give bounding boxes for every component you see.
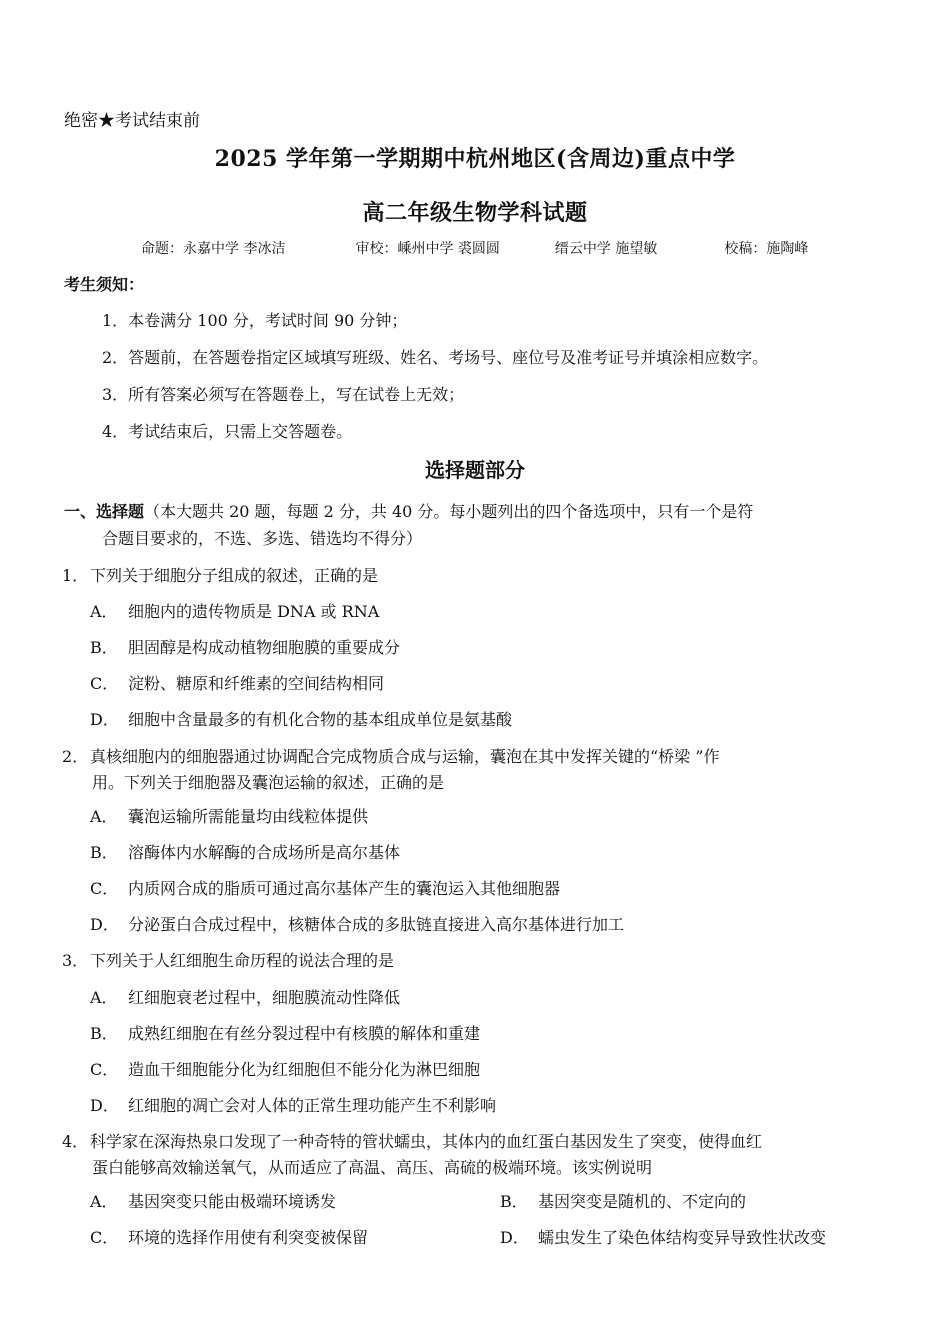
- answer-option: [90, 985, 400, 1008]
- answer-option: [90, 707, 512, 730]
- question-stem: [62, 744, 892, 796]
- option-label: D．: [90, 915, 119, 934]
- option-label: A．: [90, 1192, 118, 1211]
- question-number: 3．: [62, 951, 89, 970]
- answer-option: [90, 1021, 480, 1044]
- notice-item: 1．本卷满分 100 分，考试时间 90 分钟；: [102, 311, 408, 330]
- question-text-cont: 用。下列关于细胞器及囊泡运输的叙述，正确的是: [92, 773, 445, 792]
- option-text: 红细胞衰老过程中，细胞膜流动性降低: [128, 988, 401, 1007]
- option-label: D．: [90, 710, 119, 729]
- question-stem: [62, 1129, 892, 1181]
- part-label: 一、选择题: [64, 502, 145, 521]
- confidential-label: 绝密★考试结束前: [64, 111, 200, 131]
- notice-item: 4．考试结束后，只需上交答题卷。: [102, 422, 353, 441]
- option-label: B．: [90, 638, 118, 657]
- option-label: A．: [90, 807, 118, 826]
- answer-option: [90, 671, 384, 694]
- option-text: 基因突变是随机的、不定向的: [538, 1192, 747, 1211]
- notice-heading: 考生须知：: [64, 275, 145, 294]
- question-stem: [62, 563, 892, 589]
- answer-option: [90, 804, 368, 827]
- question-stem: [62, 948, 892, 974]
- answer-option: [90, 1225, 368, 1248]
- answer-option: [90, 1057, 480, 1080]
- answer-option: [90, 599, 379, 622]
- option-text: 成熟红细胞在有丝分裂过程中有核膜的解体和重建: [128, 1024, 481, 1043]
- question-text: 下列关于人红细胞生命历程的说法合理的是: [90, 951, 395, 970]
- option-text: 分泌蛋白合成过程中，核糖体合成的多肽链直接进入高尔基体进行加工: [128, 915, 625, 934]
- option-text: 细胞内的遗传物质是 DNA 或 RNA: [128, 602, 380, 621]
- option-label: B．: [90, 1024, 118, 1043]
- answer-option: [90, 1189, 336, 1212]
- question-text: 科学家在深海热泉口发现了一种奇特的管状蠕虫，其体内的血红蛋白基因发生了突变，使得血红: [90, 1132, 763, 1151]
- question-number: 2．: [62, 747, 89, 766]
- exam-subtitle: 高二年级生物学科试题: [362, 200, 588, 226]
- answer-option: [500, 1225, 826, 1248]
- question-number: 4．: [62, 1132, 89, 1151]
- answer-option: [90, 840, 400, 863]
- question-text-cont: 蛋白能够高效输送氧气，从而适应了高温、高压、高硫的极端环境。该实例说明: [92, 1158, 653, 1177]
- option-text: 淀粉、糖原和纤维素的空间结构相同: [128, 674, 385, 693]
- option-text: 囊泡运输所需能量均由线粒体提供: [128, 807, 369, 826]
- option-text: 细胞中含量最多的有机化合物的基本组成单位是氨基酸: [128, 710, 513, 729]
- author-proofreader: 校稿：施陶峰: [724, 241, 809, 257]
- option-label: A．: [90, 602, 118, 621]
- option-label: B．: [90, 843, 118, 862]
- authors-line: [141, 238, 808, 258]
- notice-item: 3．所有答案必须写在答题卷上，写在试卷上无效；: [102, 385, 465, 404]
- option-text: 内质网合成的脂质可通过高尔基体产生的囊泡运入其他细胞器: [128, 879, 561, 898]
- question-text: 真核细胞内的细胞器通过协调配合完成物质合成与运输，囊泡在其中发挥关键的“桥梁 ”作: [90, 747, 720, 766]
- option-text: 溶酶体内水解酶的合成场所是高尔基体: [128, 843, 401, 862]
- answer-option: [90, 635, 400, 658]
- option-text: 环境的选择作用使有利突变被保留: [128, 1228, 369, 1247]
- option-text: 蠕虫发生了染色体结构变异导致性状改变: [538, 1228, 827, 1247]
- question-text: 下列关于细胞分子组成的叙述，正确的是: [90, 566, 379, 585]
- question-number: 1．: [62, 566, 89, 585]
- answer-option: [500, 1189, 746, 1212]
- option-label: C．: [90, 1060, 119, 1079]
- option-label: B．: [500, 1192, 528, 1211]
- option-label: C．: [90, 879, 119, 898]
- answer-option: [90, 912, 624, 935]
- author-proposer: 命题：永嘉中学 李冰洁: [141, 241, 286, 257]
- answer-option: [90, 1093, 496, 1116]
- exam-title: 2025 学年第一学期期中杭州地区(含周边)重点中学: [214, 146, 736, 172]
- author-reviewer: 审校：嵊州中学 裘圆圆: [355, 241, 500, 257]
- option-text: 胆固醇是构成动植物细胞膜的重要成分: [128, 638, 401, 657]
- part-description: （本大题共 20 题，每题 2 分，共 40 分。每小题列出的四个备选项中，只有一个是符: [144, 502, 754, 521]
- option-label: D．: [90, 1096, 119, 1115]
- option-label: D．: [500, 1228, 529, 1247]
- option-label: A．: [90, 988, 118, 1007]
- answer-option: [90, 876, 560, 899]
- option-text: 基因突变只能由极端环境诱发: [128, 1192, 337, 1211]
- part-description-cont: 合题目要求的，不选、多选、错选均不得分）: [102, 529, 423, 548]
- author-reviewer-2: 缙云中学 施望敏: [554, 241, 658, 257]
- option-text: 红细胞的凋亡会对人体的正常生理功能产生不利影响: [128, 1096, 497, 1115]
- notice-item: 2．答题前，在答题卷指定区域填写班级、姓名、考场号、座位号及准考证号并填涂相应数字。: [102, 348, 769, 367]
- option-label: C．: [90, 1228, 119, 1247]
- section-title: 选择题部分: [425, 458, 525, 482]
- option-text: 造血干细胞能分化为红细胞但不能分化为淋巴细胞: [128, 1060, 481, 1079]
- part-heading: [64, 498, 894, 552]
- option-label: C．: [90, 674, 119, 693]
